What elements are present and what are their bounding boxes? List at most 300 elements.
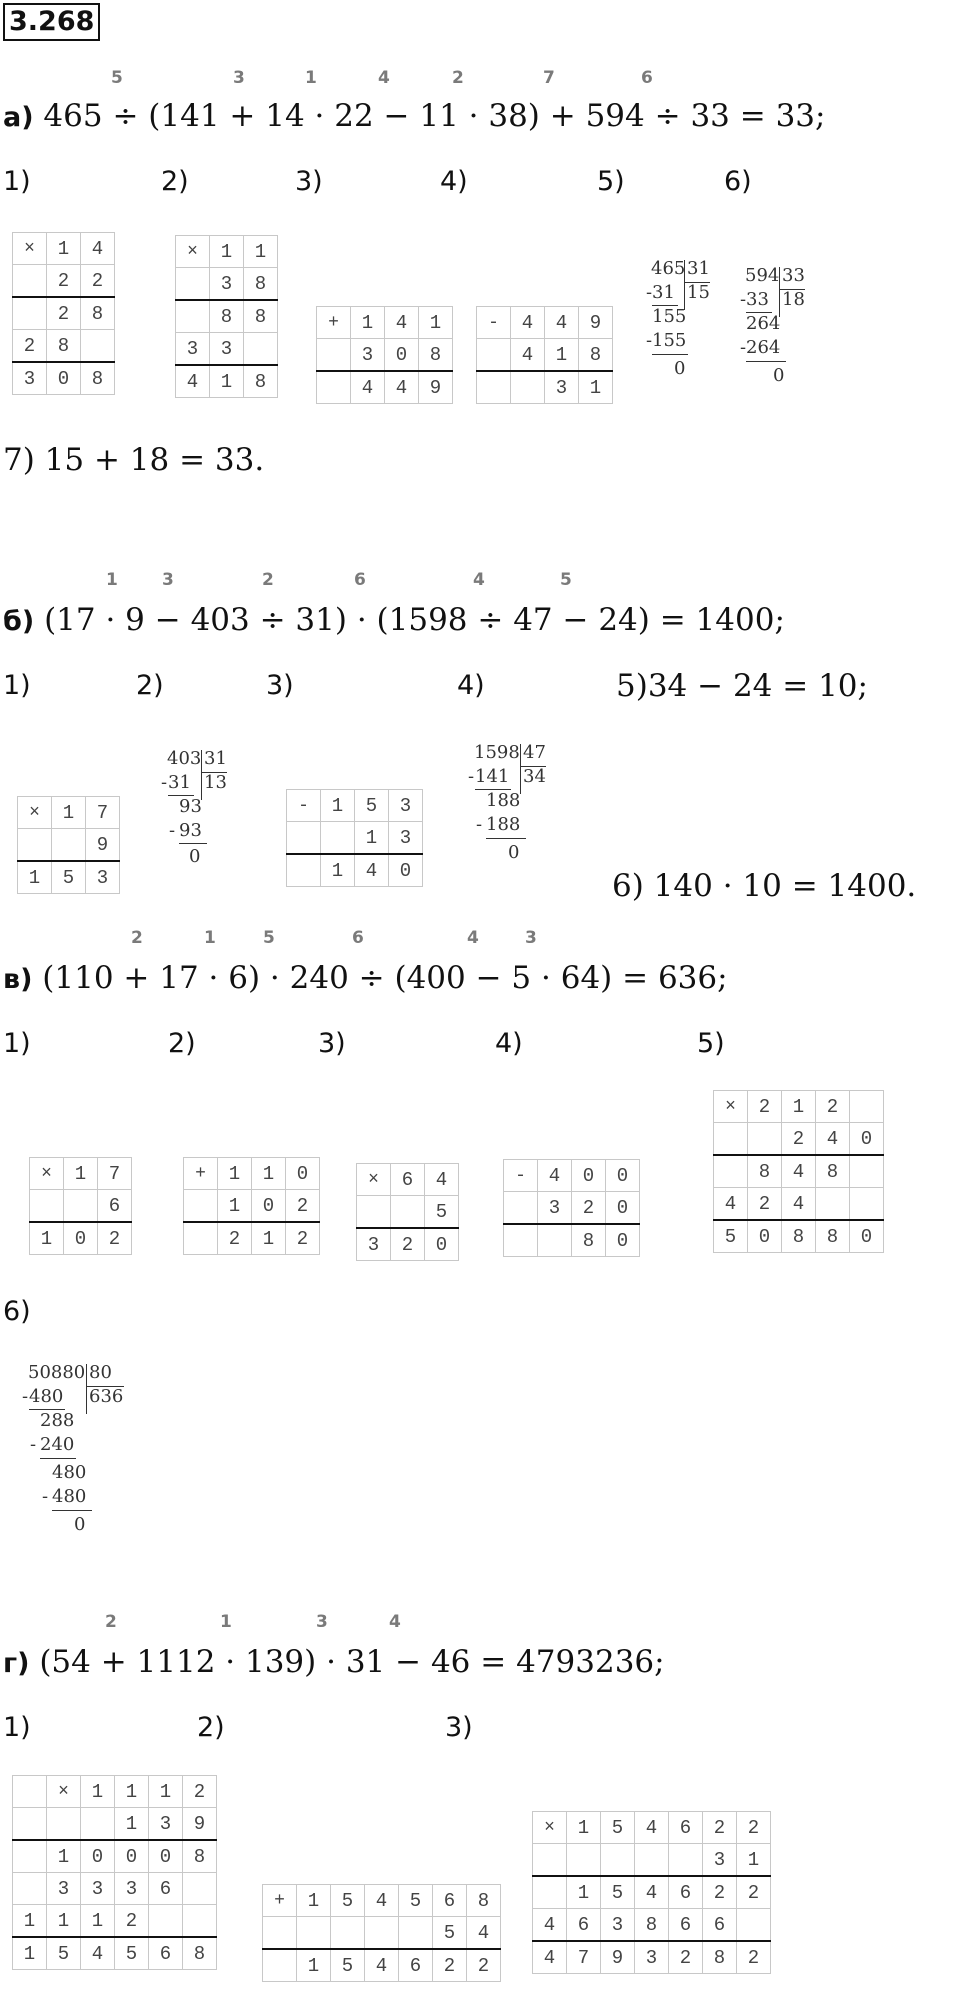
grid-cell: 2 [47,297,81,330]
grid-cell: 6 [98,1190,132,1223]
grid-cell: 3 [601,1909,635,1942]
quotient: 18 [782,289,805,310]
grid-cell: 1 [81,1905,115,1938]
remainder: 0 [508,842,520,863]
grid-cell: 5 [331,1885,365,1917]
grid-cell [331,1917,365,1950]
calc-mul-g1 [12,1775,217,1970]
grid-cell: 3 [545,371,579,404]
grid-cell: 7 [98,1158,132,1190]
grid-cell: 4 [81,1937,115,1970]
grid-cell [567,1844,601,1877]
quotient: 636 [89,1386,124,1407]
grid-row [13,330,115,363]
grid-cell: 6 [391,1164,425,1196]
grid-cell: 1 [782,1091,816,1123]
calc-sub-v4 [503,1159,640,1257]
grid-cell: 1 [64,1158,98,1190]
operator-sign: × [533,1812,567,1844]
expression-b [3,602,785,638]
grid-cell: 3 [351,339,385,372]
grid-cell: 1 [18,861,52,894]
grid-row [176,268,278,301]
grid-cell: 3 [81,1873,115,1905]
grid-cell [81,1808,115,1841]
grid-row [13,233,115,265]
exercise-number: 3.268 [3,3,100,41]
grid-cell: 1 [81,1776,115,1808]
grid-cell [47,1808,81,1841]
grid-cell: 2 [782,1123,816,1156]
grid-cell: 1 [355,822,389,855]
quotient: 13 [204,772,227,793]
minus-sign: - [161,772,168,793]
grid-row [317,339,453,372]
grid-cell: 2 [748,1091,782,1123]
step-label: 3) [295,166,323,197]
grid-cell: 1 [321,790,355,822]
grid-cell: 5 [433,1917,467,1950]
operator-sign: × [357,1164,391,1196]
grid-cell [317,371,351,404]
grid-row [176,236,278,268]
grid-cell: 0 [81,1840,115,1873]
grid-cell: 0 [286,1158,320,1190]
operator-sign: × [13,233,47,265]
grid-cell: 8 [183,1840,217,1873]
grid-cell: 1 [13,1905,47,1938]
order-number: 1 [220,1612,232,1632]
divisor: 31 [204,748,227,769]
minus-sign: - [42,1486,49,1507]
subtrahend: 31 [168,772,191,793]
grid-cell: 2 [433,1949,467,1982]
grid-cell: 0 [572,1160,606,1192]
grid-cell: 2 [748,1188,782,1221]
grid-cell: 2 [47,265,81,298]
grid-cell: 4 [176,365,210,398]
grid-row [533,1941,771,1974]
grid-cell: 7 [86,797,120,829]
grid-row [477,339,613,372]
grid-row [13,1905,217,1938]
grid-cell [263,1949,297,1982]
grid-row [176,300,278,333]
grid-cell: 1 [297,1885,331,1917]
order-number: 4 [389,1612,401,1632]
grid-cell: 4 [782,1155,816,1188]
grid-cell: 8 [467,1885,501,1917]
grid-row [18,829,120,862]
expression-text: (54 + 1112 · 139) · 31 − 46 = 4793236; [39,1644,665,1680]
grid-cell: 8 [244,268,278,301]
grid-row [357,1228,459,1261]
grid-cell: 6 [703,1909,737,1942]
grid-cell [391,1196,425,1229]
order-number: 4 [473,570,485,590]
grid-row [533,1876,771,1909]
grid-row [714,1155,884,1188]
grid-cell [357,1196,391,1229]
subtrahend: 33 [746,289,769,310]
grid-cell: 0 [850,1220,884,1253]
order-number: 3 [162,570,174,590]
grid-cell: 0 [149,1840,183,1873]
grid-row [13,265,115,298]
grid-cell [13,1808,47,1841]
remainder: 288 [40,1410,75,1431]
operator-sign: - [477,307,511,339]
grid-cell [244,333,278,366]
grid-row [263,1885,501,1917]
part-label: в) [3,964,33,995]
expression-v [3,960,728,996]
grid-cell: 3 [635,1941,669,1974]
grid-cell: 8 [183,1937,217,1970]
step-7-a: 7) 15 + 18 = 33. [3,442,265,478]
minus-sign: - [30,1434,37,1455]
grid-cell: 1 [567,1812,601,1844]
grid-cell: 2 [183,1776,217,1808]
order-number: 3 [316,1612,328,1632]
grid-row [714,1220,884,1253]
grid-cell: 8 [748,1155,782,1188]
grid-cell [13,265,47,298]
grid-cell: 1 [149,1776,183,1808]
grid-cell: 1 [567,1876,601,1909]
grid-cell: 4 [782,1188,816,1221]
grid-cell: 5 [47,1937,81,1970]
grid-row [714,1091,884,1123]
subtrahend: 480 [52,1486,87,1507]
grid-cell [18,829,52,862]
grid-cell [176,300,210,333]
grid-cell: 2 [467,1949,501,1982]
grid-cell: 3 [149,1808,183,1841]
grid-cell [287,854,321,887]
step-label: 3) [318,1028,346,1059]
grid-cell: 0 [252,1190,286,1223]
grid-row [13,1937,217,1970]
quotient: 15 [687,282,710,303]
step-label: 1) [3,1028,31,1059]
grid-cell: 4 [355,854,389,887]
divisor: 47 [523,742,546,763]
grid-cell: 8 [703,1941,737,1974]
step-label: 4) [440,166,468,197]
calc-mul-g3 [532,1811,771,1974]
minus-sign: - [740,337,747,358]
grid-row [13,1840,217,1873]
grid-cell: 8 [244,365,278,398]
subtrahend: 93 [179,820,202,841]
subtrahend: 141 [475,766,510,787]
calc-add-v2 [183,1157,320,1255]
grid-cell: 0 [115,1840,149,1873]
grid-cell: 5 [331,1949,365,1982]
grid-cell: 4 [365,1949,399,1982]
calc-mul-a1 [12,232,115,395]
grid-cell [64,1190,98,1223]
grid-cell: 3 [210,268,244,301]
grid-cell [184,1190,218,1223]
grid-cell: 2 [115,1905,149,1938]
grid-cell [263,1917,297,1950]
grid-cell [504,1192,538,1225]
minus-sign: - [740,289,747,310]
operator-sign: + [184,1158,218,1190]
calc-add-g2 [262,1884,501,1982]
grid-cell [365,1917,399,1950]
dividend: 1598 [474,742,520,763]
calc-sub-b3 [286,789,423,887]
grid-cell: 6 [669,1876,703,1909]
grid-cell: 2 [737,1876,771,1909]
grid-cell: 0 [850,1123,884,1156]
grid-row [263,1949,501,1982]
operator-sign: × [714,1091,748,1123]
operator-sign: - [287,790,321,822]
step-label: 2) [161,166,189,197]
grid-cell: 4 [81,233,115,265]
grid-cell: 2 [98,1222,132,1255]
grid-cell: 5 [425,1196,459,1229]
operator-sign: × [176,236,210,268]
grid-cell [737,1909,771,1942]
grid-row [18,797,120,829]
grid-row [13,1808,217,1841]
grid-cell [183,1905,217,1938]
dividend: 50880 [28,1362,86,1383]
grid-cell: 3 [538,1192,572,1225]
grid-cell: 1 [115,1776,149,1808]
grid-cell [533,1876,567,1909]
grid-cell: 0 [389,854,423,887]
subtrahend: 240 [40,1434,75,1455]
order-number: 3 [525,928,537,948]
step-5-b: 5)34 − 24 = 10; [616,668,868,704]
order-number: 7 [543,68,555,88]
order-number: 6 [354,570,366,590]
grid-cell: 0 [748,1220,782,1253]
grid-cell [538,1224,572,1257]
grid-cell [81,330,115,363]
grid-cell: 8 [419,339,453,372]
grid-row [184,1222,320,1255]
grid-cell [399,1917,433,1950]
grid-row [287,790,423,822]
grid-cell: 8 [816,1220,850,1253]
grid-row [263,1917,501,1950]
remainder: 480 [52,1462,87,1483]
grid-cell: 1 [297,1949,331,1982]
grid-row [357,1196,459,1229]
subtrahend: 188 [486,814,521,835]
step-label: 4) [495,1028,523,1059]
grid-cell: 1 [252,1158,286,1190]
grid-cell: 3 [115,1873,149,1905]
grid-cell: 2 [737,1812,771,1844]
grid-row [30,1158,132,1190]
quotient: 34 [523,766,546,787]
grid-cell: 5 [355,790,389,822]
grid-cell: 2 [286,1222,320,1255]
grid-cell: 0 [385,339,419,372]
grid-cell [183,1873,217,1905]
grid-cell [748,1123,782,1156]
grid-cell: 6 [567,1909,601,1942]
grid-cell: 2 [703,1812,737,1844]
expression-text: (17 · 9 − 403 ÷ 31) · (1598 ÷ 47 − 24) = 1400; [44,602,785,638]
order-number: 2 [262,570,274,590]
grid-cell: 4 [425,1164,459,1196]
grid-cell: 2 [286,1190,320,1223]
grid-cell: 8 [635,1909,669,1942]
step-label: 2) [168,1028,196,1059]
grid-cell [601,1844,635,1877]
remainder: 0 [74,1514,86,1535]
operator-sign: - [504,1160,538,1192]
grid-cell: 5 [601,1876,635,1909]
remainder: 0 [773,365,785,386]
grid-cell: 5 [601,1812,635,1844]
minus-sign: - [476,814,483,835]
step-label: 2) [136,670,164,701]
grid-cell [52,829,86,862]
remainder: 93 [179,796,202,817]
grid-cell: 5 [714,1220,748,1253]
part-label: б) [3,606,35,637]
minus-sign: - [22,1386,29,1407]
minus-sign: - [468,766,475,787]
grid-row [287,854,423,887]
grid-cell: 2 [703,1876,737,1909]
grid-cell: 2 [572,1192,606,1225]
divisor: 31 [687,258,710,279]
grid-cell: 6 [149,1937,183,1970]
calc-sub-a4 [476,306,613,404]
order-number: 1 [106,570,118,590]
grid-row [13,1776,217,1808]
grid-row [533,1844,771,1877]
grid-cell: 3 [210,333,244,366]
grid-cell: 4 [635,1812,669,1844]
expression-text: (110 + 17 · 6) · 240 ÷ (400 − 5 · 64) = 636; [42,960,728,996]
grid-cell: 1 [218,1158,252,1190]
grid-cell: 4 [467,1917,501,1950]
grid-cell [477,339,511,372]
grid-cell [850,1091,884,1123]
grid-cell [13,1776,47,1808]
grid-cell [30,1190,64,1223]
grid-cell: 1 [252,1222,286,1255]
grid-cell: 6 [433,1885,467,1917]
divisor: 80 [89,1362,112,1383]
grid-cell: 3 [389,790,423,822]
grid-cell: 1 [351,307,385,339]
grid-cell: 8 [210,300,244,333]
expression-text: 465 ÷ (141 + 14 · 22 − 11 · 38) + 594 ÷ 33 = 33; [43,98,826,134]
order-number: 6 [352,928,364,948]
grid-row [176,333,278,366]
grid-cell: 5 [399,1885,433,1917]
grid-row [13,297,115,330]
grid-row [176,365,278,398]
grid-cell: 2 [218,1222,252,1255]
grid-row [317,307,453,339]
subtrahend: 31 [652,282,675,303]
grid-cell: 1 [737,1844,771,1877]
grid-row [714,1123,884,1156]
order-number: 4 [467,928,479,948]
grid-cell: 1 [218,1190,252,1223]
grid-cell: 3 [357,1228,391,1261]
divisor: 33 [782,265,805,286]
operator-sign: × [30,1158,64,1190]
grid-cell [533,1844,567,1877]
grid-cell [816,1188,850,1221]
grid-cell: 2 [737,1941,771,1974]
minus-sign: - [646,330,653,351]
grid-cell: 1 [244,236,278,268]
grid-cell: 0 [425,1228,459,1261]
operator-sign: + [317,307,351,339]
step-label: 5) [697,1028,725,1059]
grid-cell: 0 [64,1222,98,1255]
grid-cell [850,1188,884,1221]
grid-cell: 4 [635,1876,669,1909]
grid-cell: 8 [47,330,81,363]
grid-cell: 3 [703,1844,737,1877]
grid-cell: 4 [365,1885,399,1917]
grid-cell: 0 [606,1160,640,1192]
dividend: 465 [651,258,686,279]
remainder: 0 [674,358,686,379]
order-number: 5 [263,928,275,948]
grid-cell: 4 [385,307,419,339]
order-number: 2 [452,68,464,88]
grid-row [30,1190,132,1223]
grid-cell [317,339,351,372]
grid-cell: 9 [601,1941,635,1974]
grid-cell [297,1917,331,1950]
grid-cell: 2 [391,1228,425,1261]
grid-cell: 2 [13,330,47,363]
grid-cell: 9 [579,307,613,339]
grid-cell [13,297,47,330]
grid-cell: 4 [533,1941,567,1974]
grid-cell: 8 [244,300,278,333]
subtrahend: 264 [746,337,781,358]
step-label: 3) [266,670,294,701]
step-label: 1) [3,670,31,701]
step-label: 1) [3,166,31,197]
dividend: 403 [167,748,202,769]
grid-cell: 5 [115,1937,149,1970]
grid-cell: 1 [419,307,453,339]
part-label: г) [3,1648,30,1679]
order-number: 3 [233,68,245,88]
grid-cell: 7 [567,1941,601,1974]
grid-row [533,1812,771,1844]
grid-cell: 1 [47,1905,81,1938]
grid-cell: 9 [419,371,453,404]
minus-sign: - [169,820,176,841]
grid-cell: 1 [545,339,579,372]
step-label: 3) [445,1712,473,1743]
minus-sign: - [646,282,653,303]
grid-cell: 1 [115,1808,149,1841]
